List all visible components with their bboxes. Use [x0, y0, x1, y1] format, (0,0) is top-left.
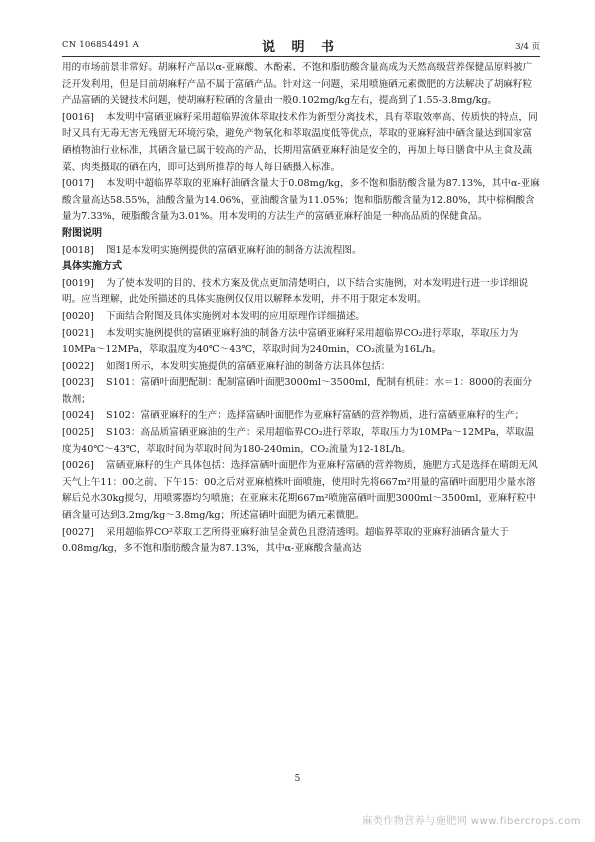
numbered-paragraph [62, 309, 540, 326]
intro-paragraph: 用的市场前景非常好。胡麻籽产品以α-亚麻酸、木酚素、不饱和脂肪酸含量高成为天然高级营养保健品原料被广泛开发利用，但是目前胡麻籽产品不属于富硒产品。针对这一问题，采用喷施硒元素微肥的方法解决了胡麻籽粒产品富硒的关键技术问题，使胡麻籽粒硒的含量由一般0.102mg/kg左右，提高到了1.55-3.8mg/kg。 [62, 62, 533, 107]
page-indicator: 3/4 页 [515, 42, 540, 52]
document-title: 说 明 书 [261, 40, 341, 55]
page-number: 5 [294, 774, 301, 784]
paragraph-number: [0024] [62, 410, 94, 422]
numbered-paragraph [62, 176, 540, 226]
paragraph-group-summary [62, 110, 540, 226]
section-heading-drawings: 附图说明 [62, 227, 102, 239]
numbered-paragraph [62, 110, 540, 176]
publication-number: CN 106854491 A [62, 40, 139, 50]
paragraph-text: 下面结合附图及具体实施例对本发明的应用原理作详细描述。 [106, 310, 366, 322]
paragraph-text: 采用超临界CO²萃取工艺所得亚麻籽油呈金黄色且澄清透明。超临界萃取的亚麻籽油硒含量大于0.08mg/kg，多不饱和脂肪酸含量为87.13%，其中α-亚麻酸含量高达 [62, 526, 509, 555]
paragraph-number: [0018] [62, 244, 94, 256]
numbered-paragraph [62, 243, 540, 260]
paragraph-number: [0027] [62, 526, 94, 538]
header-rule [62, 56, 540, 57]
paragraph-group-drawings [62, 243, 540, 260]
paragraph-number: [0023] [62, 377, 94, 389]
paragraph-number: [0025] [62, 427, 94, 439]
paragraph-text: 为了使本发明的目的、技术方案及优点更加清楚明白，以下结合实施例，对本发明进行进一步详细说明。应当理解，此处所描述的具体实施例仅仅用以解释本发明，并不用于限定本发明。 [62, 277, 529, 306]
paragraph-text: S101：富硒叶面肥配制：配制富硒叶面肥3000ml～3500ml，配制有机硅：水＝1：8000的表面分散剂； [62, 377, 532, 405]
site-watermark: 麻类作物营养与施肥网 www.fibercrops.com [362, 816, 581, 827]
paragraph-number: [0017] [62, 178, 94, 190]
paragraph-number: [0022] [62, 360, 94, 372]
paragraph-number: [0026] [62, 460, 94, 472]
numbered-paragraph [62, 458, 540, 524]
paragraph-text: S103：高品质富硒亚麻油的生产：采用超临界CO₂进行萃取，萃取压力为10MPa～12MPa，萃取温度为40℃～43℃，萃取时间为萃取时间为180-240min，CO₂流量为12-18L/h。 [62, 427, 535, 455]
paragraph-text: S102：富硒亚麻籽的生产：选择富硒叶面肥作为亚麻籽富硒的营养物质，进行富硒亚麻籽的生产； [106, 410, 525, 422]
paragraph-text: 如图1所示，本发明实施提供的富硒亚麻籽油的制备方法具体包括： [106, 360, 391, 372]
page-header [62, 36, 540, 54]
numbered-paragraph [62, 359, 540, 376]
paragraph-number: [0016] [62, 111, 94, 123]
paragraph-text: 图1是本发明实施例提供的富硒亚麻籽油的制备方法流程图。 [106, 244, 362, 256]
section-heading-embodiments: 具体实施方式 [62, 261, 122, 273]
paragraph-group-embodiments [62, 276, 540, 558]
paragraph-text: 本发明中超临界萃取的亚麻籽油硒含量大于0.08mg/kg，多不饱和脂肪酸含量为87.13%，其中α-亚麻酸含量高达58.55%，油酸含量为14.06%，亚油酸含量为11.05%；饱和脂肪酸含量为12.80%，其中棕榈酸含量为7.33%，硬脂酸含量为3.01%。用本发明的方法生产的富硒亚麻籽油是一种高品质的保健食品。 [62, 178, 540, 223]
paragraph-number: [0020] [62, 310, 94, 322]
paragraph-number: [0019] [62, 277, 94, 289]
numbered-paragraph [62, 525, 540, 558]
paragraph-text: 富硒亚麻籽的生产具体包括：选择富硒叶面肥作为亚麻籽富硒的营养物质，施肥方式是选择在晴朗无风天气上午11：00之前、下午15：00之后对亚麻植株叶面喷施，使用时先将667m²用量的富硒叶面肥用少量水溶解后兑水30kg搅匀，用喷雾器均匀喷施；在亚麻末花期667m²喷施富硒叶面肥3000ml～3500ml，亚麻籽粒中硒含量可达到3.2mg/kg～3.8mg/kg；所述富硒叶面肥为硒元素微肥。 [62, 460, 538, 522]
document-body [62, 60, 540, 558]
numbered-paragraph [62, 326, 540, 359]
numbered-paragraph [62, 375, 540, 408]
paragraph-number: [0021] [62, 327, 94, 339]
paragraph-text: 本发明中富硒亚麻籽采用超临界流体萃取技术作为新型分离技术，具有萃取效率高、传质快的特点，同时又具有无毒无害无残留无环境污染，避免产物氧化和萃取温度低等优点，萃取的亚麻籽油中硒含量达到国家富硒植物油行业标准，其硒含量已属于较高的产品，长期用富硒亚麻籽油是安全的，再加上每日膳食中从主食及蔬菜、肉类摄取的硒在内，即可达到所推荐的每人每日硒摄入标准。 [62, 111, 538, 173]
numbered-paragraph [62, 408, 540, 425]
paragraph-text: 本发明实施例提供的富硒亚麻籽油的制备方法中富硒亚麻籽采用超临界CO₂进行萃取，萃取压力为10MPa～12MPa，萃取温度为40℃～43℃，萃取时间为240min，CO₂流量为16L/h。 [62, 327, 519, 356]
numbered-paragraph [62, 425, 540, 458]
numbered-paragraph [62, 276, 540, 309]
